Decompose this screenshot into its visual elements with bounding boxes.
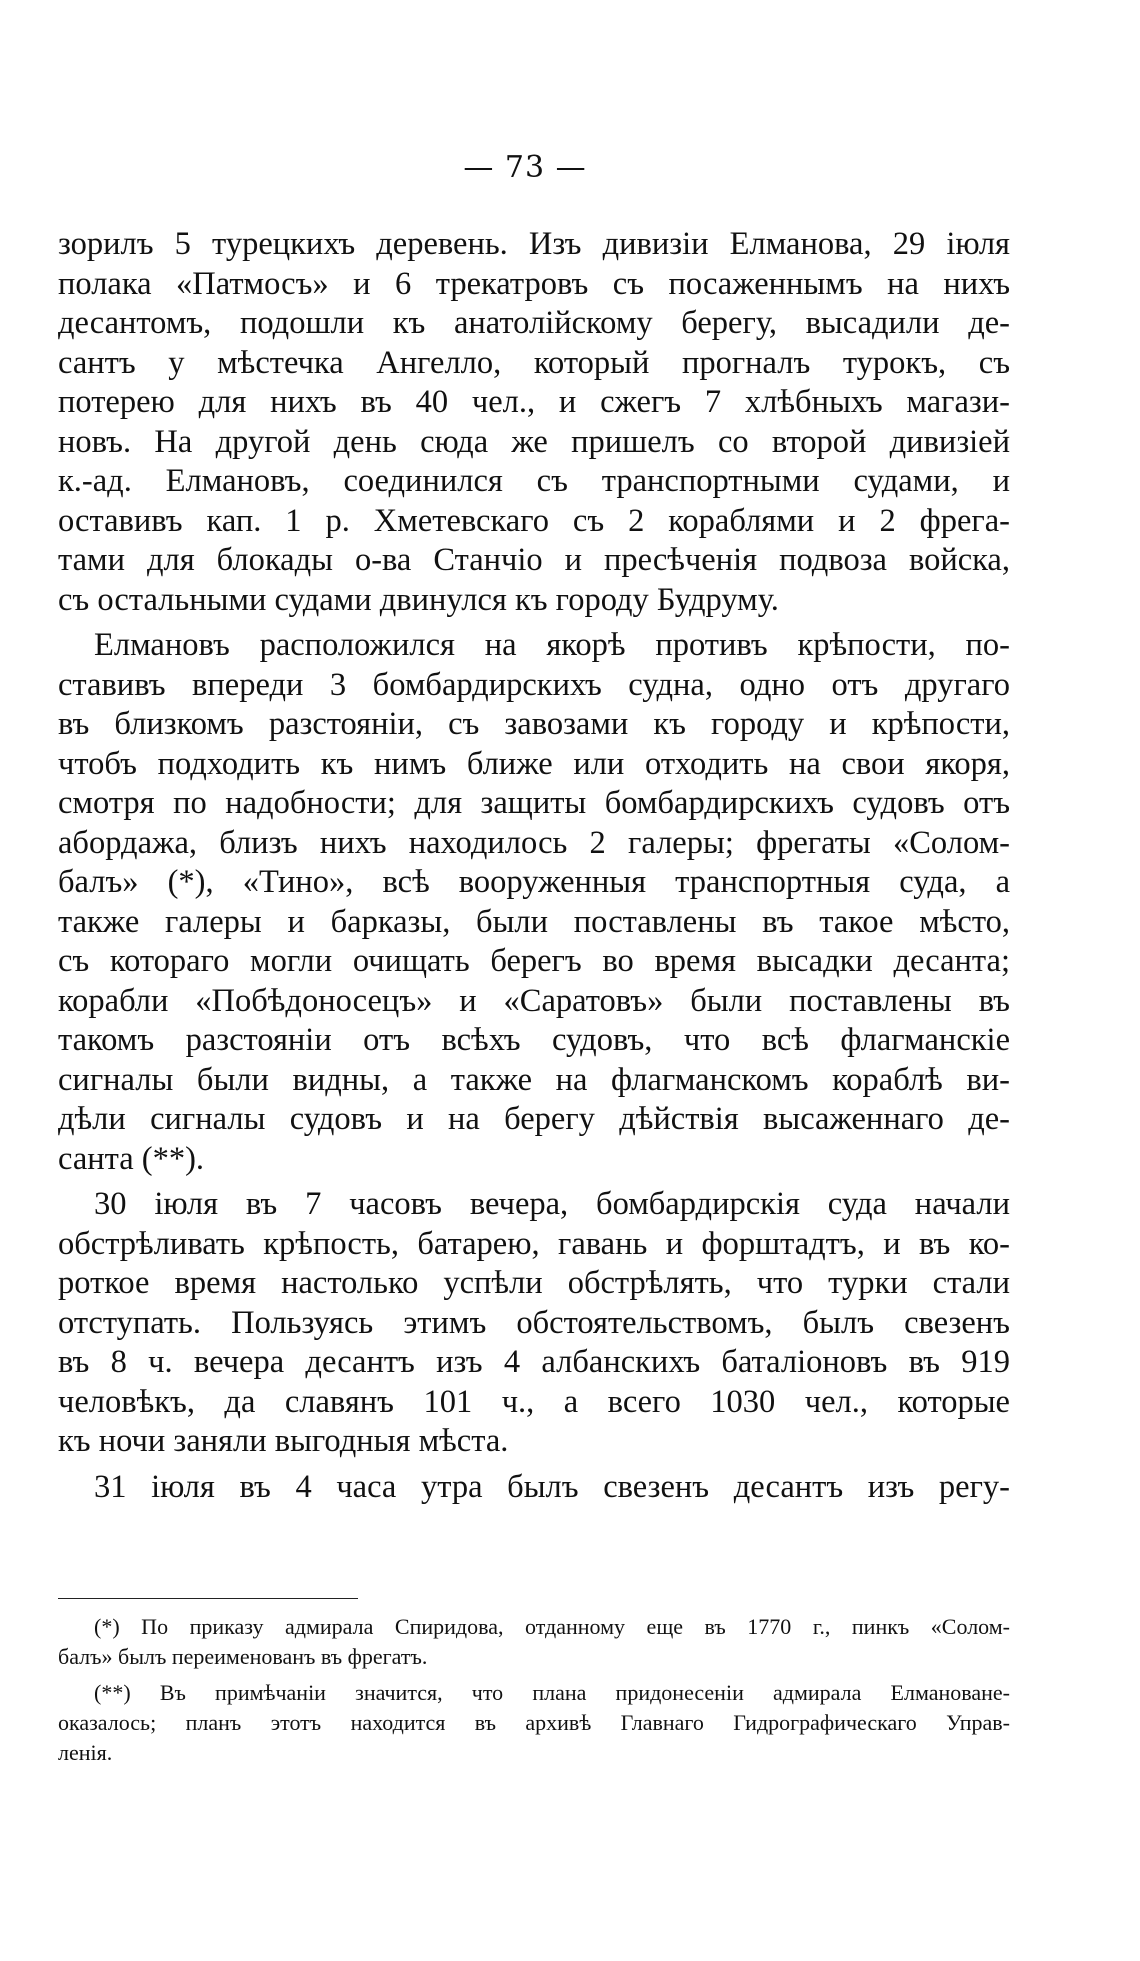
text-line: съ остальными судами двинулся къ городу Будруму.: [58, 581, 779, 618]
text-line: смотря по надобности; для защиты бомбардирскихъ судовъ отъ: [58, 785, 1010, 821]
text-line: человѣкъ, да славянъ 101 ч., а всего 1030 чел., которые: [58, 1383, 1010, 1420]
text-line: полака «Патмосъ» и 6 трекатровъ съ посаженнымъ на нихъ: [58, 265, 1010, 302]
text-line: балъ» (*), «Тино», всѣ вооруженныя транспортныя суда, а: [58, 864, 1010, 900]
text-line: потерею для нихъ въ 40 чел., и сжегъ 7 хлѣбныхъ магази-: [58, 384, 1010, 420]
footnotes: [58, 1612, 1010, 1774]
text-line: тами для блокады о-ва Станчіо и пресѣченія подвоза войска,: [58, 542, 1010, 578]
text-line: новъ. На другой день сюда же пришелъ со второй дивизіей: [58, 423, 1010, 460]
text-line: сигналы были видны, а также на флагманскомъ кораблѣ ви-: [58, 1061, 1010, 1098]
text-line: абордажа, близъ нихъ находилось 2 галеры; фрегаты «Солом-: [58, 824, 1010, 861]
footnote-line: оказалось; планъ этотъ находится въ архивѣ Главнаго Гидрографическаго Управ-: [58, 1710, 1010, 1735]
footnote-line: (*) По приказу адмирала Спиридова, отданному еще въ 1770 г., пинкъ «Солом-: [94, 1614, 1010, 1639]
text-line: 31 іюля въ 4 часа утра былъ свезенъ десантъ изъ регу-: [94, 1468, 1010, 1505]
text-line: съ котораго могли очищать берегъ во время высадки десанта;: [58, 943, 1010, 979]
text-line: къ ночи заняли выгодныя мѣста.: [58, 1423, 509, 1459]
footnote-rule: [58, 1598, 358, 1599]
footnote-line: (**) Въ примѣчаніи значится, что плана придонесеніи адмирала Елмановане-: [94, 1680, 1010, 1705]
paragraph: [58, 1468, 1010, 1508]
text-line: дѣли сигналы судовъ и на берегу дѣйствія высаженнаго де-: [58, 1101, 1010, 1137]
footnote-line: ленія.: [58, 1740, 113, 1765]
text-line: также галеры и барказы, были поставлены въ такое мѣсто,: [58, 903, 1010, 940]
page-number: — 73 —: [463, 150, 587, 185]
text-line: 30 іюля въ 7 часовъ вечера, бомбардирскія суда начали: [94, 1186, 1010, 1222]
footnote-line: балъ» былъ переименованъ въ фрегатъ.: [58, 1644, 428, 1669]
text-line: роткое время настолько успѣли обстрѣлять, что турки стали: [58, 1265, 1010, 1301]
text-line: въ 8 ч. вечера десантъ изъ 4 албанскихъ баталіоновъ въ 919: [58, 1344, 1010, 1380]
text-line: десантомъ, подошли къ анатолійскому берегу, высадили де-: [58, 305, 1010, 341]
text-line: въ близкомъ разстояніи, съ завозами къ городу и крѣпости,: [58, 706, 1010, 742]
footnote: [58, 1612, 1010, 1672]
text-line: ставивъ впереди 3 бомбардирскихъ судна, одно отъ другаго: [58, 666, 1010, 703]
paragraph: [58, 626, 1010, 1179]
text-line: сантъ у мѣстечка Ангелло, который прогналъ турокъ, съ: [58, 344, 1010, 381]
text-line: корабли «Побѣдоносецъ» и «Саратовъ» были поставлены въ: [58, 982, 1010, 1019]
paragraph: [58, 1185, 1010, 1462]
text-line: чтобъ подходить къ нимъ ближе или отходить на свои якоря,: [58, 745, 1010, 782]
text-line: такомъ разстояніи отъ всѣхъ судовъ, что всѣ флагманскіе: [58, 1022, 1010, 1058]
text-line: зорилъ 5 турецкихъ деревень. Изъ дивизіи Елманова, 29 іюля: [58, 226, 1010, 262]
footnote: [58, 1678, 1010, 1768]
text-line: оставивъ кап. 1 р. Хметевскаго съ 2 кораблями и 2 фрега-: [58, 502, 1010, 539]
text-line: отступать. Пользуясь этимъ обстоятельствомъ, былъ свезенъ: [58, 1304, 1010, 1341]
paragraph: [58, 225, 1010, 620]
text-line: к.-ад. Елмановъ, соединился съ транспортными судами, и: [58, 463, 1010, 499]
text-line: обстрѣливать крѣпость, батарею, гавань и форштадтъ, и въ ко-: [58, 1225, 1010, 1262]
text-line: санта (**).: [58, 1140, 205, 1177]
text-line: Елмановъ расположился на якорѣ противъ крѣпости, по-: [94, 627, 1010, 663]
main-text: [58, 225, 1010, 1513]
